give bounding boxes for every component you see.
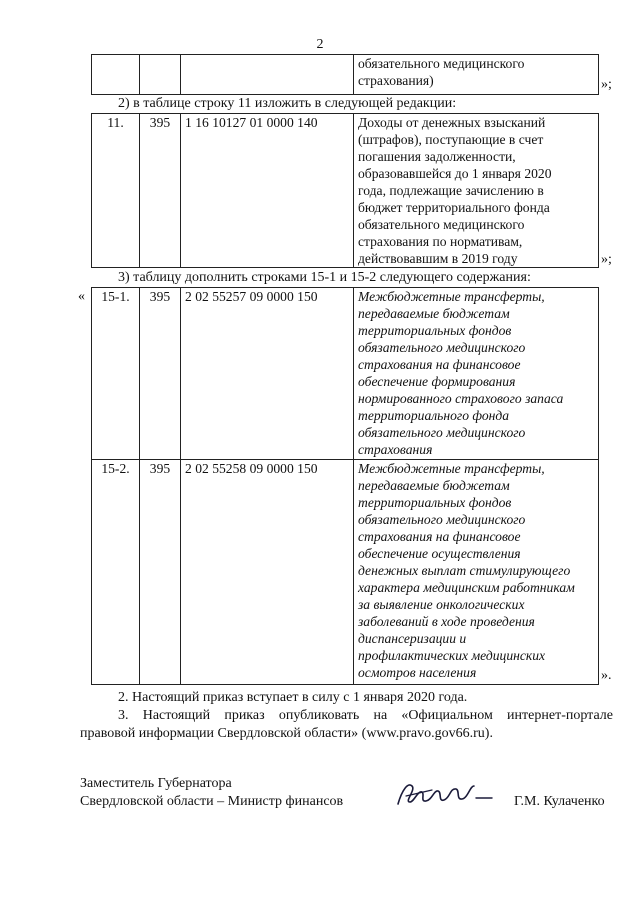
paragraph-3-line-1 bbox=[80, 707, 613, 725]
item-3-text: 3) таблицу дополнить строками 15-1 и 15-2 следующего содержания: bbox=[118, 270, 531, 285]
budget-code-cell: 2 02 55258 09 0000 150 bbox=[181, 460, 354, 685]
description-line: территориальных фондов bbox=[358, 495, 512, 510]
description-line: обязательного медицинского bbox=[358, 425, 526, 440]
row-number-cell: 15-2. bbox=[92, 460, 140, 685]
description-line: обязательного медицинского bbox=[358, 512, 526, 527]
row-number-cell bbox=[92, 55, 140, 95]
budget-code-cell: 2 02 55257 09 0000 150 bbox=[181, 288, 354, 460]
paragraph-3-text: 3. Настоящий приказ опубликовать на «Официальном интернет-портале bbox=[118, 708, 613, 723]
closing-quote: ». bbox=[601, 668, 612, 683]
description-line: страхования на финансовое bbox=[358, 357, 521, 372]
description-line: обязательного медицинского bbox=[358, 217, 525, 232]
table-row bbox=[92, 460, 599, 685]
row-number-cell: 15-1. bbox=[92, 288, 140, 460]
item-2-text: 2) в таблице строку 11 изложить в следующей редакции: bbox=[118, 96, 457, 111]
description-line: нормированного страхового запаса bbox=[358, 391, 564, 406]
description-line: обязательного медицинского bbox=[358, 56, 525, 71]
paragraph-3-line-2: правовой информации Свердловской области» (www.pravo.gov66.ru). bbox=[80, 726, 493, 741]
description-line: Межбюджетные трансферты, bbox=[358, 461, 545, 476]
description-line: Межбюджетные трансферты, bbox=[358, 289, 545, 304]
description-line: Доходы от денежных взысканий bbox=[358, 115, 546, 130]
description-line: характера медицинским работникам bbox=[358, 580, 575, 595]
description-line: (штрафов), поступающие в счет bbox=[358, 132, 544, 147]
description-line: территориальных фондов bbox=[358, 323, 512, 338]
handwritten-signature bbox=[392, 776, 502, 812]
description-line: передаваемые бюджетам bbox=[358, 306, 510, 321]
closing-quote: »; bbox=[601, 77, 612, 92]
admin-code-cell: 395 bbox=[140, 460, 181, 685]
description-line: заболеваний в ходе проведения bbox=[358, 614, 535, 629]
description-line: страхования на финансовое bbox=[358, 529, 521, 544]
description-line: обязательного медицинского bbox=[358, 340, 526, 355]
table-row bbox=[92, 55, 599, 95]
budget-code-cell: 1 16 10127 01 0000 140 bbox=[181, 114, 354, 268]
description-line: передаваемые бюджетам bbox=[358, 478, 510, 493]
description-cell bbox=[354, 460, 599, 685]
admin-code-cell: 395 bbox=[140, 288, 181, 460]
description-line: страхования по нормативам, bbox=[358, 234, 523, 249]
description-line: страхования bbox=[358, 442, 433, 457]
description-line: страхования) bbox=[358, 73, 434, 88]
description-line: бюджет территориального фонда bbox=[358, 200, 550, 215]
admin-code-cell: 395 bbox=[140, 114, 181, 268]
table-row bbox=[92, 288, 599, 460]
paragraph-2: 2. Настоящий приказ вступает в силу с 1 января 2020 года. bbox=[118, 690, 468, 705]
table-continuation bbox=[91, 54, 599, 95]
table-row bbox=[92, 114, 599, 268]
signer-name: Г.М. Кулаченко bbox=[514, 794, 605, 809]
description-line: осмотров населения bbox=[358, 665, 477, 680]
description-line: действовавшим в 2019 году bbox=[358, 251, 518, 266]
budget-code-cell bbox=[181, 55, 354, 95]
description-line: территориального фонда bbox=[358, 408, 510, 423]
description-line: диспансеризации и bbox=[358, 631, 467, 646]
description-line: обеспечение формирования bbox=[358, 374, 516, 389]
description-line: погашения задолженности, bbox=[358, 149, 516, 164]
signer-position-line-2: Свердловской области – Министр финансов bbox=[80, 794, 344, 809]
description-line: за выявление онкологических bbox=[358, 597, 525, 612]
description-line: года, подлежащие зачислению в bbox=[358, 183, 544, 198]
description-cell bbox=[354, 55, 599, 95]
description-line: профилактических медицинских bbox=[358, 648, 546, 663]
signer-position-line-1: Заместитель Губернатора bbox=[80, 776, 232, 791]
opening-quote: « bbox=[78, 289, 85, 304]
description-line: обеспечение осуществления bbox=[358, 546, 521, 561]
admin-code-cell bbox=[140, 55, 181, 95]
table-new-rows bbox=[91, 287, 599, 685]
description-line: денежных выплат стимулирующего bbox=[358, 563, 571, 578]
table-row-11 bbox=[91, 113, 599, 268]
description-cell bbox=[354, 288, 599, 460]
description-line: образовавшейся до 1 января 2020 bbox=[358, 166, 552, 181]
closing-quote: »; bbox=[601, 252, 612, 267]
row-number-cell: 11. bbox=[92, 114, 140, 268]
description-cell bbox=[354, 114, 599, 268]
page-number: 2 bbox=[316, 37, 324, 52]
